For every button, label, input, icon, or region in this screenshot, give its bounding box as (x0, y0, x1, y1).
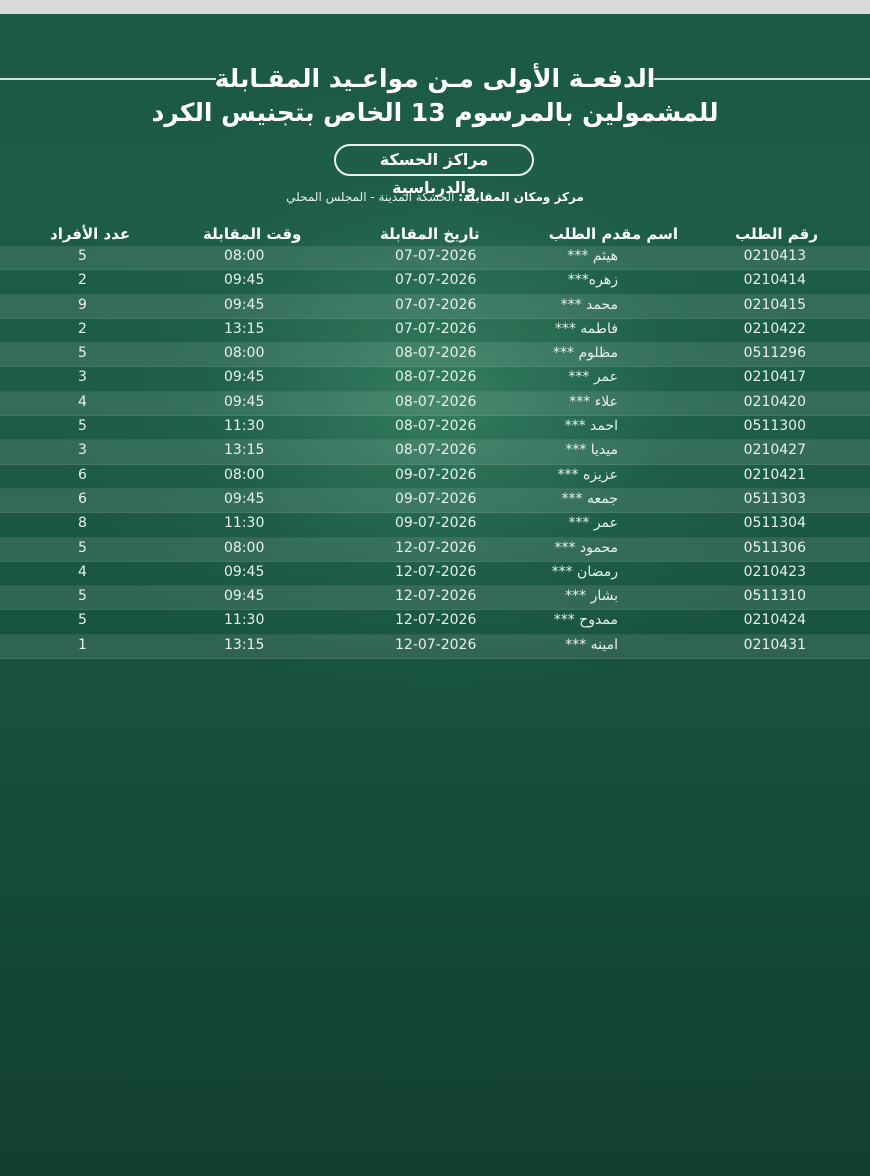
cell-date: 08-07-2026 (395, 393, 477, 410)
cell-time: 13:15 (224, 320, 265, 337)
table-row (0, 246, 870, 270)
table-row (0, 343, 870, 367)
table-row (0, 538, 870, 562)
cell-id: 0210420 (743, 393, 806, 410)
cell-date: 07-07-2026 (395, 296, 477, 313)
cell-name: عمر *** (568, 515, 618, 532)
cell-name: ميديا *** (565, 442, 618, 459)
cell-date: 09-07-2026 (395, 466, 477, 483)
location-value: الحسكة المدينة - المجلس المحلي (286, 190, 455, 204)
cell-name: احمد *** (564, 418, 618, 435)
cell-count: 5 (78, 588, 87, 605)
cell-time: 09:45 (224, 588, 265, 605)
cell-count: 4 (78, 393, 87, 410)
cell-count: 8 (78, 515, 87, 532)
cell-name: محمود *** (554, 539, 618, 556)
cell-id: 0210427 (743, 442, 806, 459)
cell-name: امينه *** (565, 636, 618, 653)
top-bar (0, 0, 870, 14)
cell-id: 0210421 (743, 466, 806, 483)
appointments-table (0, 246, 870, 659)
cell-date: 07-07-2026 (395, 320, 477, 337)
cell-time: 11:30 (224, 612, 265, 629)
cell-count: 5 (78, 248, 87, 264)
cell-id: 0210413 (743, 248, 806, 264)
header-date: تاريخ المقابلة (380, 225, 480, 243)
cell-date: 08-07-2026 (395, 369, 477, 386)
cell-name: ممدوح *** (553, 612, 618, 629)
cell-id: 0511304 (743, 515, 806, 532)
cell-time: 08:00 (224, 345, 265, 362)
cell-date: 12-07-2026 (395, 636, 477, 653)
cell-name: محمد *** (560, 296, 618, 313)
table-row (0, 513, 870, 537)
table-row (0, 635, 870, 659)
cell-id: 0511306 (743, 539, 806, 556)
table-row (0, 465, 870, 489)
cell-id: 0511303 (743, 490, 806, 507)
cell-count: 3 (78, 442, 87, 459)
poster (0, 14, 870, 1176)
cell-count: 5 (78, 612, 87, 629)
table-row (0, 367, 870, 391)
cell-date: 12-07-2026 (395, 588, 477, 605)
title-line-2: للمشمولين بالمرسوم 13 الخاص بتجنيس الكرد (151, 98, 719, 127)
cell-time: 09:45 (224, 563, 265, 580)
cell-id: 0210415 (743, 296, 806, 313)
cell-date: 08-07-2026 (395, 442, 477, 459)
cell-name: عزيزه *** (557, 466, 618, 483)
cell-date: 07-07-2026 (395, 272, 477, 289)
cell-time: 09:45 (224, 296, 265, 313)
cell-date: 12-07-2026 (395, 539, 477, 556)
cell-name: عمر *** (568, 369, 618, 386)
table-row (0, 489, 870, 513)
cell-date: 12-07-2026 (395, 563, 477, 580)
cell-date: 09-07-2026 (395, 515, 477, 532)
cell-count: 2 (78, 272, 87, 289)
cell-id: 0511300 (743, 418, 806, 435)
cell-name: رمضان *** (551, 563, 618, 580)
cell-name: زهره*** (567, 272, 618, 289)
title-line-1: الدفعـة الأولى مـن مواعـيد المقـابلة (214, 64, 656, 93)
cell-name: علاء *** (569, 393, 618, 410)
cell-count: 6 (78, 490, 87, 507)
cell-id: 0210423 (743, 563, 806, 580)
header-id: رقم الطلب (735, 225, 818, 243)
table-row (0, 416, 870, 440)
cell-time: 09:45 (224, 490, 265, 507)
cell-id: 0210417 (743, 369, 806, 386)
cell-id: 0511310 (743, 588, 806, 605)
cell-time: 08:00 (224, 466, 265, 483)
table-row (0, 586, 870, 610)
header-name: اسم مقدم الطلب (548, 225, 678, 243)
cell-count: 5 (78, 345, 87, 362)
cell-id: 0210422 (743, 320, 806, 337)
cell-date: 07-07-2026 (395, 248, 477, 264)
cell-time: 09:45 (224, 393, 265, 410)
table-row (0, 295, 870, 319)
cell-time: 08:00 (224, 539, 265, 556)
header-time: وقت المقابلة (203, 225, 302, 243)
cell-time: 11:30 (224, 515, 265, 532)
table-row (0, 392, 870, 416)
table-row (0, 562, 870, 586)
table-row (0, 610, 870, 634)
cell-date: 09-07-2026 (395, 490, 477, 507)
cell-id: 0511296 (743, 345, 806, 362)
cell-date: 08-07-2026 (395, 418, 477, 435)
table-row (0, 319, 870, 343)
location-line (0, 190, 870, 204)
cell-id: 0210414 (743, 272, 806, 289)
cell-name: مظلوم *** (553, 345, 618, 362)
cell-count: 5 (78, 418, 87, 435)
cell-count: 9 (78, 296, 87, 313)
cell-count: 4 (78, 563, 87, 580)
cell-name: بشار *** (565, 588, 618, 605)
cell-id: 0210431 (743, 636, 806, 653)
cell-count: 5 (78, 539, 87, 556)
location-label: مركز ومكان المقابلة: (458, 190, 584, 204)
cell-count: 1 (78, 636, 87, 653)
cell-name: فاطمه *** (554, 320, 618, 337)
cell-time: 09:45 (224, 272, 265, 289)
cell-name: هيثم *** (567, 248, 618, 264)
cell-time: 08:00 (224, 248, 265, 264)
cell-id: 0210424 (743, 612, 806, 629)
cell-time: 11:30 (224, 418, 265, 435)
table-row (0, 440, 870, 464)
cell-time: 13:15 (224, 442, 265, 459)
cell-time: 09:45 (224, 369, 265, 386)
table-row (0, 270, 870, 294)
center-label: مراكز الحسكة والدرباسية (334, 144, 534, 176)
cell-count: 3 (78, 369, 87, 386)
table-header (0, 225, 870, 247)
cell-date: 12-07-2026 (395, 612, 477, 629)
cell-count: 6 (78, 466, 87, 483)
cell-name: جمعه *** (561, 490, 618, 507)
cell-count: 2 (78, 320, 87, 337)
header-count: عدد الأفراد (50, 225, 131, 243)
cell-date: 08-07-2026 (395, 345, 477, 362)
cell-time: 13:15 (224, 636, 265, 653)
